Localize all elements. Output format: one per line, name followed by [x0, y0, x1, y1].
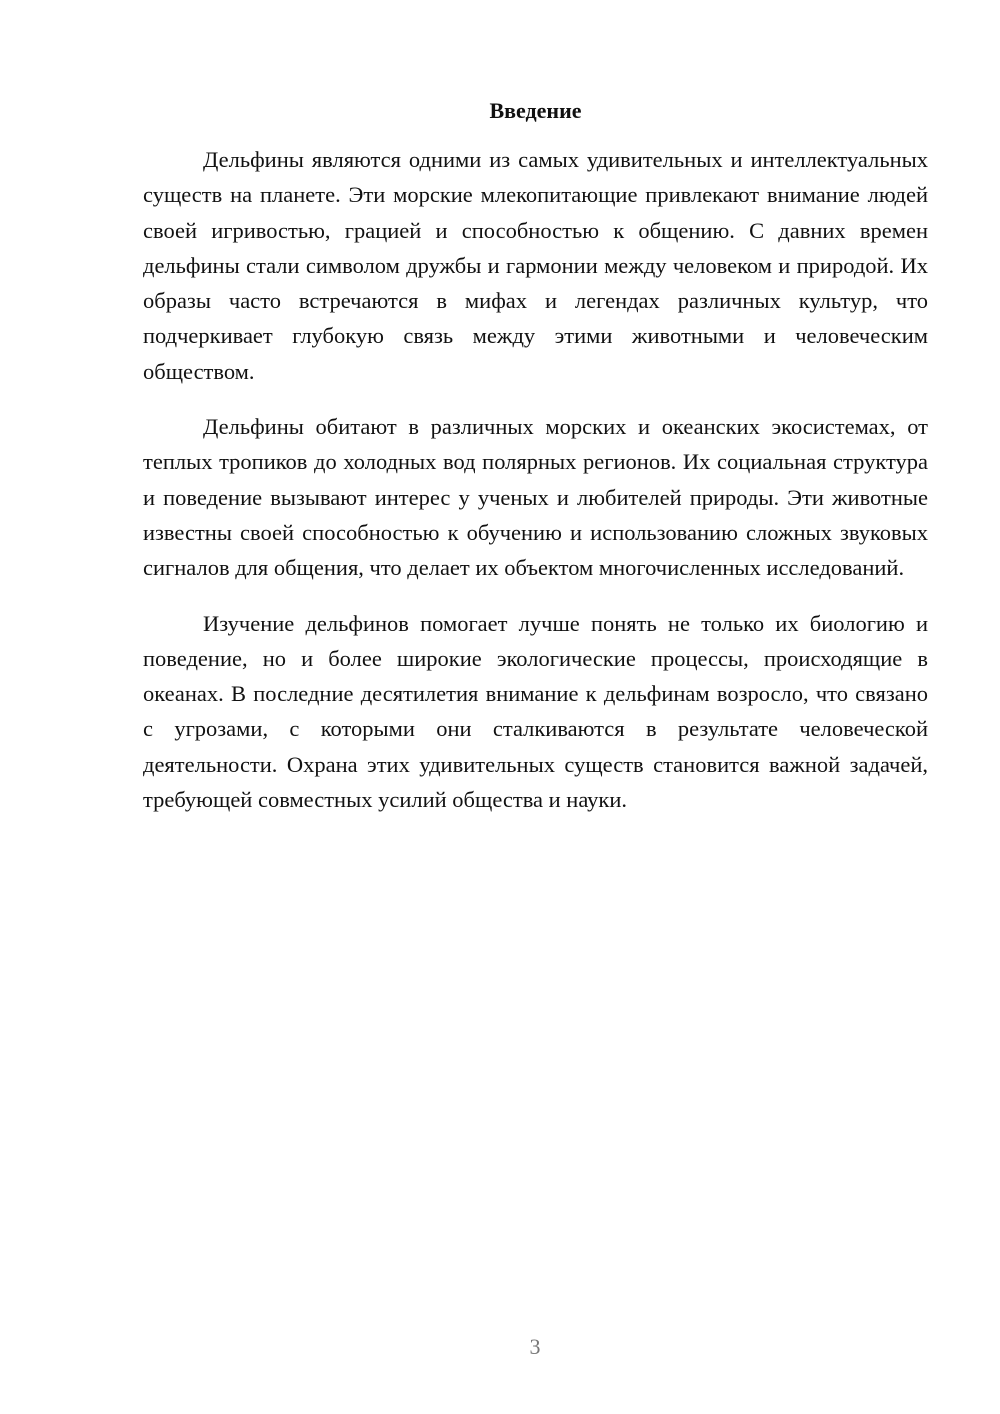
paragraph-2: Дельфины обитают в различных морских и океанских экосистемах, от теплых тропиков до холодных вод полярных регионов. Их социальная структура и поведение вызывают интерес у ученых и любителей природы. Эти животные известны своей способностью к обучению и использованию сложных звуковых сигналов для общения, что делает их объектом многочисленных исследований.	[143, 414, 928, 581]
page-number: 3	[529, 1334, 541, 1359]
paragraph-1: Дельфины являются одними из самых удивительных и интеллектуальных существ на планете. Эти морские млекопитающие привлекают внимание людей своей игривостью, грацией и способностью к общению. С давних времен дельфины стали символом дружбы и гармонии между человеком и природой. Их образы часто встречаются в мифах и легендах различных культур, что подчеркивает глубокую связь между этими животными и человеческим обществом.	[143, 147, 928, 384]
document-body	[143, 142, 928, 837]
paragraph-3: Изучение дельфинов помогает лучше понять не только их биологию и поведение, но и более широкие экологические процессы, происходящие в океанах. В последние десятилетия внимание к дельфинам возросло, что связано с угрозами, с которыми они сталкиваются в результате человеческой деятельности. Охрана этих удивительных существ становится важной задачей, требующей совместных усилий общества и науки.	[143, 610, 928, 813]
page-title: Введение	[489, 98, 582, 123]
